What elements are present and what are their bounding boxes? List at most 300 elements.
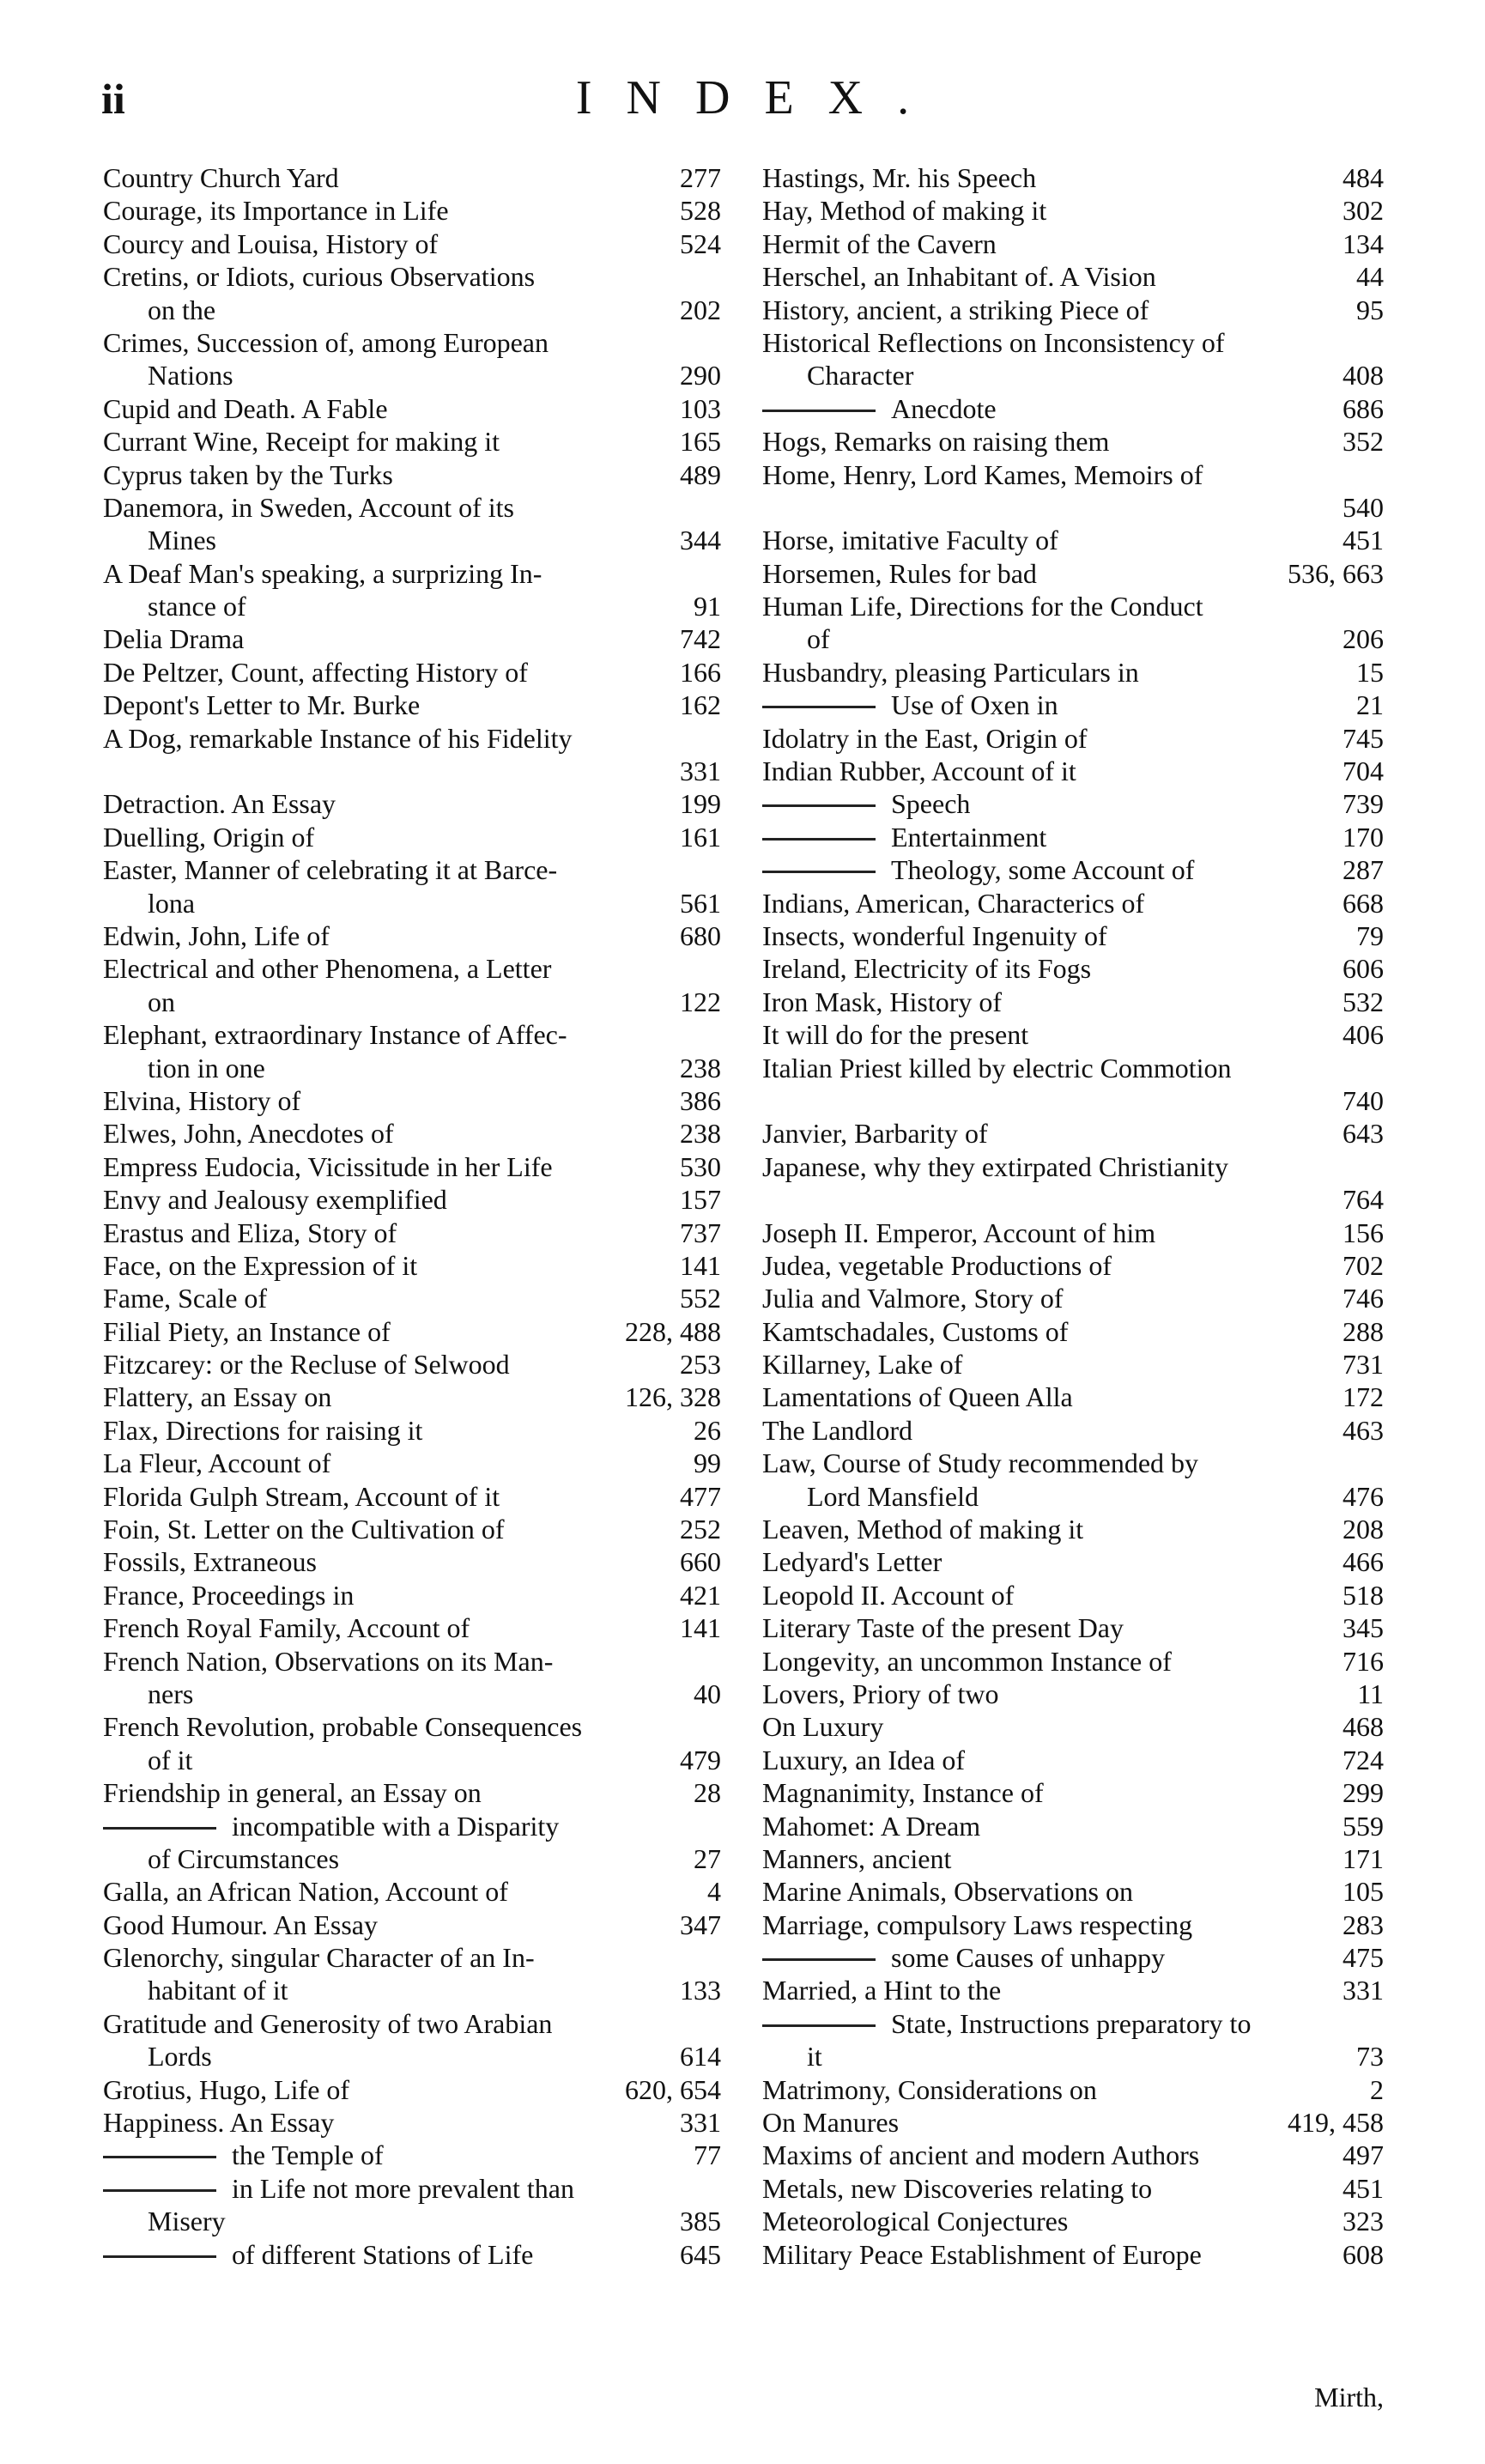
- ditto-rule: [762, 804, 876, 807]
- index-entry-page: 4: [707, 1876, 721, 1908]
- index-entry-text: Galla, an African Nation, Account of: [103, 1876, 508, 1908]
- index-entry-text: On Manures: [762, 2107, 900, 2139]
- index-entry: [762, 1282, 1384, 1314]
- index-entry-text: Face, on the Expression of it: [103, 1249, 418, 1281]
- index-entry-page: 28: [694, 1777, 721, 1809]
- index-entry-page: 704: [1343, 756, 1384, 787]
- index-entry-text: Indians, American, Characterics of: [762, 887, 1145, 919]
- index-entry-text: Speech: [891, 788, 971, 820]
- index-entry-text: Italian Priest killed by electric Commotion: [762, 1052, 1232, 1083]
- index-entry: [762, 557, 1384, 590]
- index-entry-page: 451: [1343, 2172, 1384, 2204]
- index-entry: [103, 1545, 721, 1578]
- index-entry-text: of different Stations of Life: [232, 2238, 534, 2270]
- index-entry-page: 620, 654: [625, 2073, 721, 2105]
- index-entry: [103, 1282, 721, 1314]
- index-entry-text: Ledyard's Letter: [762, 1546, 943, 1578]
- index-entry: [103, 590, 721, 622]
- index-entry-text: Maxims of ancient and modern Authors: [762, 2139, 1200, 2171]
- ditto-rule: [762, 1958, 876, 1961]
- index-entry: [103, 656, 721, 689]
- catchword: Mirth,: [1314, 2382, 1384, 2412]
- index-entry-page: 530: [680, 1150, 721, 1182]
- index-entry: [762, 887, 1384, 919]
- index-entry-page: 724: [1343, 1744, 1384, 1775]
- index-entry-text: Hay, Method of making it: [762, 195, 1047, 227]
- index-entry-text: Danemora, in Sweden, Account of its: [103, 491, 514, 523]
- index-entry-page: 421: [680, 1579, 721, 1611]
- index-entry: [103, 425, 721, 458]
- index-entry: [762, 1414, 1384, 1447]
- index-entry: [103, 2040, 721, 2073]
- index-entry: [103, 1810, 721, 1842]
- index-entry: [103, 228, 721, 260]
- index-entry-text: Foin, St. Letter on the Cultivation of: [103, 1514, 505, 1545]
- index-entry-text: French Nation, Observations on its Man-: [103, 1645, 554, 1677]
- index-entry-text: Judea, vegetable Productions of: [762, 1249, 1112, 1281]
- index-entry: [762, 656, 1384, 689]
- index-entry-page: 228, 488: [625, 1315, 721, 1347]
- index-entry: [762, 1183, 1384, 1216]
- index-entry-text: Erastus and Eliza, Story of: [103, 1217, 397, 1248]
- index-entry-text: tion in one: [148, 1052, 265, 1083]
- index-entry-text: Military Peace Establishment of Europe: [762, 2238, 1202, 2270]
- index-entry: [103, 2007, 721, 2040]
- index-entry-page: 162: [680, 689, 721, 721]
- index-entry-page: 95: [1356, 294, 1384, 325]
- index-entry-text: History, ancient, a striking Piece of: [762, 294, 1149, 325]
- index-entry: [103, 326, 721, 359]
- index-entry: [103, 194, 721, 227]
- index-entry: [103, 260, 721, 293]
- index-entry-page: 287: [1343, 854, 1384, 886]
- index-entry-text: Herschel, an Inhabitant of. A Vision: [762, 261, 1156, 293]
- index-entry-page: 518: [1343, 1579, 1384, 1611]
- index-entry-text: in Life not more prevalent than: [232, 2172, 574, 2204]
- index-entry: [762, 1447, 1384, 1479]
- index-entry-page: 165: [680, 426, 721, 458]
- index-entry-text: Home, Henry, Lord Kames, Memoirs of: [762, 458, 1203, 490]
- ditto-rule: [103, 1827, 216, 1830]
- index-entry-page: 91: [694, 591, 721, 622]
- index-entry: [103, 1183, 721, 1216]
- index-entry-text: habitant of it: [148, 1975, 288, 2006]
- index-entry-text: Courage, its Importance in Life: [103, 195, 449, 227]
- index-entry-text: Literary Taste of the present Day: [762, 1612, 1124, 1644]
- index-entry-text: Florida Gulph Stream, Account of it: [103, 1480, 500, 1512]
- index-entry: [762, 425, 1384, 458]
- index-entry: [762, 2139, 1384, 2171]
- index-entry: [762, 1611, 1384, 1644]
- index-entry-page: 489: [680, 458, 721, 490]
- index-entry-page: 479: [680, 1744, 721, 1775]
- index-entry-text: on: [148, 986, 175, 1017]
- index-entry: [103, 491, 721, 524]
- index-entry: [103, 853, 721, 886]
- index-entry-page: 40: [694, 1678, 721, 1709]
- index-entry: [103, 458, 721, 491]
- index-entry-text: of it: [148, 1744, 193, 1775]
- index-entry-text: Glenorchy, singular Character of an In-: [103, 1942, 535, 1974]
- index-entry: [103, 1909, 721, 1941]
- index-entry-page: 73: [1356, 2041, 1384, 2073]
- index-entry-page: 406: [1343, 1019, 1384, 1051]
- index-entry: [762, 689, 1384, 721]
- index-entry: [103, 755, 721, 787]
- index-entry-text: Entertainment: [891, 821, 1047, 853]
- index-entry-page: 172: [1343, 1381, 1384, 1413]
- index-entry: [762, 1776, 1384, 1809]
- index-entry-page: 540: [1343, 491, 1384, 523]
- page-title: INDEX.: [575, 71, 944, 124]
- index-entry-page: 477: [680, 1480, 721, 1512]
- index-entry-text: Marine Animals, Observations on: [762, 1876, 1133, 1908]
- index-entry: [762, 2106, 1384, 2139]
- index-entry: [762, 1974, 1384, 2006]
- index-entry: [762, 1941, 1384, 1974]
- index-entry-page: 352: [1343, 426, 1384, 458]
- index-entry-text: of Circumstances: [148, 1842, 340, 1874]
- index-entry-text: it: [807, 2041, 822, 2073]
- index-entry: [103, 1217, 721, 1249]
- index-entry-text: some Causes of unhappy: [891, 1942, 1166, 1974]
- index-entry-page: 552: [680, 1283, 721, 1314]
- index-entry-text: Kamtschadales, Customs of: [762, 1315, 1069, 1347]
- index-entry: [103, 1776, 721, 1809]
- index-entry-page: 497: [1343, 2139, 1384, 2171]
- index-entry-text: ners: [148, 1678, 194, 1709]
- index-entry-page: 323: [1343, 2206, 1384, 2237]
- index-entry-text: Historical Reflections on Inconsistency of: [762, 326, 1225, 358]
- index-entry-page: 15: [1356, 656, 1384, 688]
- index-entry-page: 742: [680, 623, 721, 655]
- index-entry-text: Iron Mask, History of: [762, 986, 1003, 1017]
- index-entry: [103, 1513, 721, 1545]
- index-entry: [103, 1678, 721, 1710]
- index-entry: [103, 887, 721, 919]
- index-entry-text: Detraction. An Essay: [103, 788, 336, 820]
- index-entry-page: 386: [680, 1084, 721, 1116]
- index-entry-page: 133: [680, 1975, 721, 2006]
- index-entry-text: Envy and Jealousy exemplified: [103, 1184, 447, 1216]
- index-entry-text: Idolatry in the East, Origin of: [762, 722, 1088, 754]
- index-entry-text: Fame, Scale of: [103, 1283, 268, 1314]
- index-entry-page: 277: [680, 162, 721, 193]
- index-entry-page: 126, 328: [625, 1381, 721, 1413]
- index-entry-text: State, Instructions preparatory to: [891, 2007, 1252, 2039]
- index-entry-text: Empress Eudocia, Vicissitude in her Life: [103, 1150, 553, 1182]
- index-entry: [762, 2007, 1384, 2040]
- index-entry-text: French Revolution, probable Consequences: [103, 1711, 583, 1743]
- ditto-rule: [762, 706, 876, 708]
- ditto-rule: [762, 838, 876, 841]
- index-entry-text: France, Proceedings in: [103, 1579, 355, 1611]
- index-entry-page: 451: [1343, 525, 1384, 556]
- index-entry-text: Country Church Yard: [103, 162, 339, 193]
- index-entry-text: Hastings, Mr. his Speech: [762, 162, 1037, 193]
- index-entry-text: lona: [148, 887, 196, 919]
- index-entry-text: Misery: [148, 2206, 226, 2237]
- index-entry-page: 199: [680, 788, 721, 820]
- index-entry-text: Husbandry, pleasing Particulars in: [762, 656, 1139, 688]
- index-entry: [762, 1052, 1384, 1084]
- index-entry-text: Character: [807, 360, 914, 391]
- index-entry-text: Elephant, extraordinary Instance of Affec-: [103, 1019, 567, 1051]
- index-entry: [762, 986, 1384, 1018]
- index-entry: [103, 1150, 721, 1183]
- index-entry-text: Julia and Valmore, Story of: [762, 1283, 1064, 1314]
- index-entry-text: Courcy and Louisa, History of: [103, 228, 439, 259]
- index-entry: [103, 722, 721, 755]
- index-entry-page: 103: [680, 392, 721, 424]
- ditto-rule: [103, 2156, 216, 2158]
- index-entry: [103, 1744, 721, 1776]
- index-entry-page: 745: [1343, 722, 1384, 754]
- index-entry: [762, 491, 1384, 524]
- index-entry-text: of: [807, 623, 830, 655]
- index-entry: [762, 1018, 1384, 1051]
- index-entry: [103, 1480, 721, 1513]
- index-entry: [103, 689, 721, 721]
- index-entry-text: Elwes, John, Anecdotes of: [103, 1118, 394, 1150]
- index-entry-page: 686: [1343, 392, 1384, 424]
- index-entry: [762, 228, 1384, 260]
- index-entry: [762, 590, 1384, 622]
- index-entry-page: 141: [680, 1612, 721, 1644]
- index-entry-page: 559: [1343, 1810, 1384, 1842]
- index-entry-text: Meteorological Conjectures: [762, 2206, 1069, 2237]
- index-entry: [762, 1084, 1384, 1117]
- index-entry-text: Matrimony, Considerations on: [762, 2073, 1097, 2105]
- index-entry-text: Flattery, an Essay on: [103, 1381, 332, 1413]
- index-entry: [762, 1217, 1384, 1249]
- index-entry: [762, 1381, 1384, 1413]
- index-entry: [762, 1678, 1384, 1710]
- index-entry-page: 134: [1343, 228, 1384, 259]
- index-entry: [762, 1117, 1384, 1150]
- index-entry-page: 166: [680, 656, 721, 688]
- index-entry-text: Mahomet: A Dream: [762, 1810, 981, 1842]
- index-entry-text: Human Life, Directions for the Conduct: [762, 591, 1203, 622]
- index-entry: [762, 1249, 1384, 1282]
- index-entry-text: Horse, imitative Faculty of: [762, 525, 1058, 556]
- index-entry: [103, 1018, 721, 1051]
- index-entry-text: Elvina, History of: [103, 1084, 301, 1116]
- index-entry-page: 344: [680, 525, 721, 556]
- index-entry: [103, 986, 721, 1018]
- index-entry-page: 739: [1343, 788, 1384, 820]
- index-entry: [762, 294, 1384, 326]
- index-entry: [762, 2172, 1384, 2205]
- index-entry-page: 331: [680, 756, 721, 787]
- index-entry-text: Law, Course of Study recommended by: [762, 1447, 1199, 1479]
- index-entry-text: Theology, some Account of: [891, 854, 1195, 886]
- index-entry-page: 476: [1343, 1480, 1384, 1512]
- index-entry: [762, 853, 1384, 886]
- index-entry-text: Mines: [148, 525, 216, 556]
- index-entry-text: Cyprus taken by the Turks: [103, 458, 393, 490]
- index-entry-text: Filial Piety, an Instance of: [103, 1315, 391, 1347]
- index-entry-page: 643: [1343, 1118, 1384, 1150]
- index-entry-text: Indian Rubber, Account of it: [762, 756, 1076, 787]
- index-entry-page: 26: [694, 1414, 721, 1446]
- index-entry-page: 288: [1343, 1315, 1384, 1347]
- index-entry: [103, 1249, 721, 1282]
- index-entry-page: 283: [1343, 1909, 1384, 1940]
- index-entry: [103, 1941, 721, 1974]
- index-entry-text: Crimes, Succession of, among European: [103, 326, 549, 358]
- index-entry-page: 668: [1343, 887, 1384, 919]
- index-entry-page: 528: [680, 195, 721, 227]
- index-entry: [103, 1117, 721, 1150]
- index-entry: [103, 1842, 721, 1875]
- index-entry: [762, 161, 1384, 194]
- index-entry-text: Use of Oxen in: [891, 689, 1058, 721]
- index-entry-page: 11: [1357, 1678, 1384, 1709]
- index-entry-page: 77: [694, 2139, 721, 2171]
- index-entry-text: A Dog, remarkable Instance of his Fidelity: [103, 722, 573, 754]
- index-entry-text: Easter, Manner of celebrating it at Barce-: [103, 854, 558, 886]
- ditto-rule: [103, 2189, 216, 2192]
- index-entry: [103, 1315, 721, 1348]
- index-entry-text: Hermit of the Cavern: [762, 228, 997, 259]
- index-entry: [762, 524, 1384, 556]
- index-entry-page: 737: [680, 1217, 721, 1248]
- index-entry: [762, 787, 1384, 820]
- index-entry: [103, 557, 721, 590]
- index-entry: [762, 1348, 1384, 1381]
- index-entry: [762, 1579, 1384, 1611]
- index-entry-page: 157: [680, 1184, 721, 1216]
- index-entry-page: 122: [680, 986, 721, 1017]
- index-entry: [103, 2238, 721, 2271]
- index-entry: [762, 1842, 1384, 1875]
- index-entry: [103, 622, 721, 655]
- index-entry-text: Lamentations of Queen Alla: [762, 1381, 1073, 1413]
- index-entry: [103, 787, 721, 820]
- index-entry-page: 475: [1343, 1942, 1384, 1974]
- index-entry: [762, 2205, 1384, 2237]
- index-entry: [762, 1480, 1384, 1513]
- index-entry-text: Flax, Directions for raising it: [103, 1414, 423, 1446]
- index-entry: [762, 1315, 1384, 1348]
- index-entry-page: 331: [1343, 1975, 1384, 2006]
- index-entry: [103, 1084, 721, 1117]
- index-entry-text: Longevity, an uncommon Instance of: [762, 1645, 1172, 1677]
- index-entry-text: Grotius, Hugo, Life of: [103, 2073, 350, 2105]
- index-entry-page: 536, 663: [1288, 557, 1384, 589]
- index-column-left: [103, 161, 721, 2271]
- index-entry: [103, 2073, 721, 2106]
- index-entry: [103, 1974, 721, 2006]
- index-entry: [762, 1513, 1384, 1545]
- index-entry-text: La Fleur, Account of: [103, 1447, 331, 1479]
- index-entry-text: Manners, ancient: [762, 1842, 952, 1874]
- index-entry-text: Horsemen, Rules for bad: [762, 557, 1037, 589]
- index-entry: [762, 1810, 1384, 1842]
- index-entry-text: A Deaf Man's speaking, a surprizing In-: [103, 557, 542, 589]
- index-entry: [762, 458, 1384, 491]
- index-entry-page: 385: [680, 2206, 721, 2237]
- ditto-rule: [762, 2024, 876, 2027]
- index-entry-page: 463: [1343, 1414, 1384, 1446]
- index-entry: [762, 1909, 1384, 1941]
- index-entry-page: 44: [1356, 261, 1384, 293]
- index-entry-text: stance of: [148, 591, 246, 622]
- index-entry: [762, 392, 1384, 425]
- ditto-rule: [103, 2255, 216, 2258]
- index-entry: [762, 260, 1384, 293]
- page-number: ii: [101, 75, 125, 123]
- index-entry-text: Delia Drama: [103, 623, 245, 655]
- index-entry-text: Electrical and other Phenomena, a Letter: [103, 953, 552, 985]
- index-entry-page: 608: [1343, 2238, 1384, 2270]
- index-entry: [103, 1875, 721, 1908]
- index-entry: [103, 1645, 721, 1678]
- index-entry-page: 2: [1370, 2073, 1384, 2105]
- index-entry-page: 302: [1343, 195, 1384, 227]
- index-entry-text: Insects, wonderful Ingenuity of: [762, 919, 1107, 951]
- index-entry: [103, 1611, 721, 1644]
- index-entry: [762, 1150, 1384, 1183]
- index-entry-page: 606: [1343, 953, 1384, 985]
- index-entry-text: French Royal Family, Account of: [103, 1612, 470, 1644]
- index-entry-page: 740: [1343, 1084, 1384, 1116]
- index-entry-page: 252: [680, 1514, 721, 1545]
- index-entry-text: Leopold II. Account of: [762, 1579, 1015, 1611]
- index-entry-page: 105: [1343, 1876, 1384, 1908]
- index-entry-text: Magnanimity, Instance of: [762, 1777, 1044, 1809]
- index-entry-text: the Temple of: [232, 2139, 384, 2171]
- index-entry: [762, 952, 1384, 985]
- index-entry-text: on the: [148, 294, 216, 325]
- index-entry-page: 561: [680, 887, 721, 919]
- index-entry: [103, 161, 721, 194]
- index-entry-page: 161: [680, 821, 721, 853]
- index-entry: [762, 2073, 1384, 2106]
- index-entry: [103, 392, 721, 425]
- index-entry: [762, 2238, 1384, 2271]
- index-entry: [762, 1545, 1384, 1578]
- index-entry: [103, 359, 721, 391]
- index-entry-text: Leaven, Method of making it: [762, 1514, 1084, 1545]
- index-entry-page: 27: [694, 1842, 721, 1874]
- index-entry-text: Lovers, Priory of two: [762, 1678, 999, 1709]
- index-entry-text: Luxury, an Idea of: [762, 1744, 966, 1775]
- index-entry-text: Friendship in general, an Essay on: [103, 1777, 482, 1809]
- index-entry: [103, 1414, 721, 1447]
- index-entry-page: 170: [1343, 821, 1384, 853]
- ditto-rule: [762, 871, 876, 873]
- index-entry-page: 419, 458: [1288, 2107, 1384, 2139]
- index-entry-text: Duelling, Origin of: [103, 821, 315, 853]
- index-entry-page: 645: [680, 2238, 721, 2270]
- index-entry-page: 680: [680, 919, 721, 951]
- index-entry: [103, 1579, 721, 1611]
- index-entry: [762, 722, 1384, 755]
- index-entry-page: 716: [1343, 1645, 1384, 1677]
- index-entry: [762, 1744, 1384, 1776]
- index-entry-page: 408: [1343, 360, 1384, 391]
- index-entry-text: Metals, new Discoveries relating to: [762, 2172, 1153, 2204]
- index-entry-page: 171: [1343, 1842, 1384, 1874]
- index-entry-page: 614: [680, 2041, 721, 2073]
- index-entry-page: 347: [680, 1909, 721, 1940]
- index-entry-text: Fossils, Extraneous: [103, 1546, 317, 1578]
- index-entry-page: 484: [1343, 162, 1384, 193]
- index-entry-text: On Luxury: [762, 1711, 884, 1743]
- index-entry: [762, 755, 1384, 787]
